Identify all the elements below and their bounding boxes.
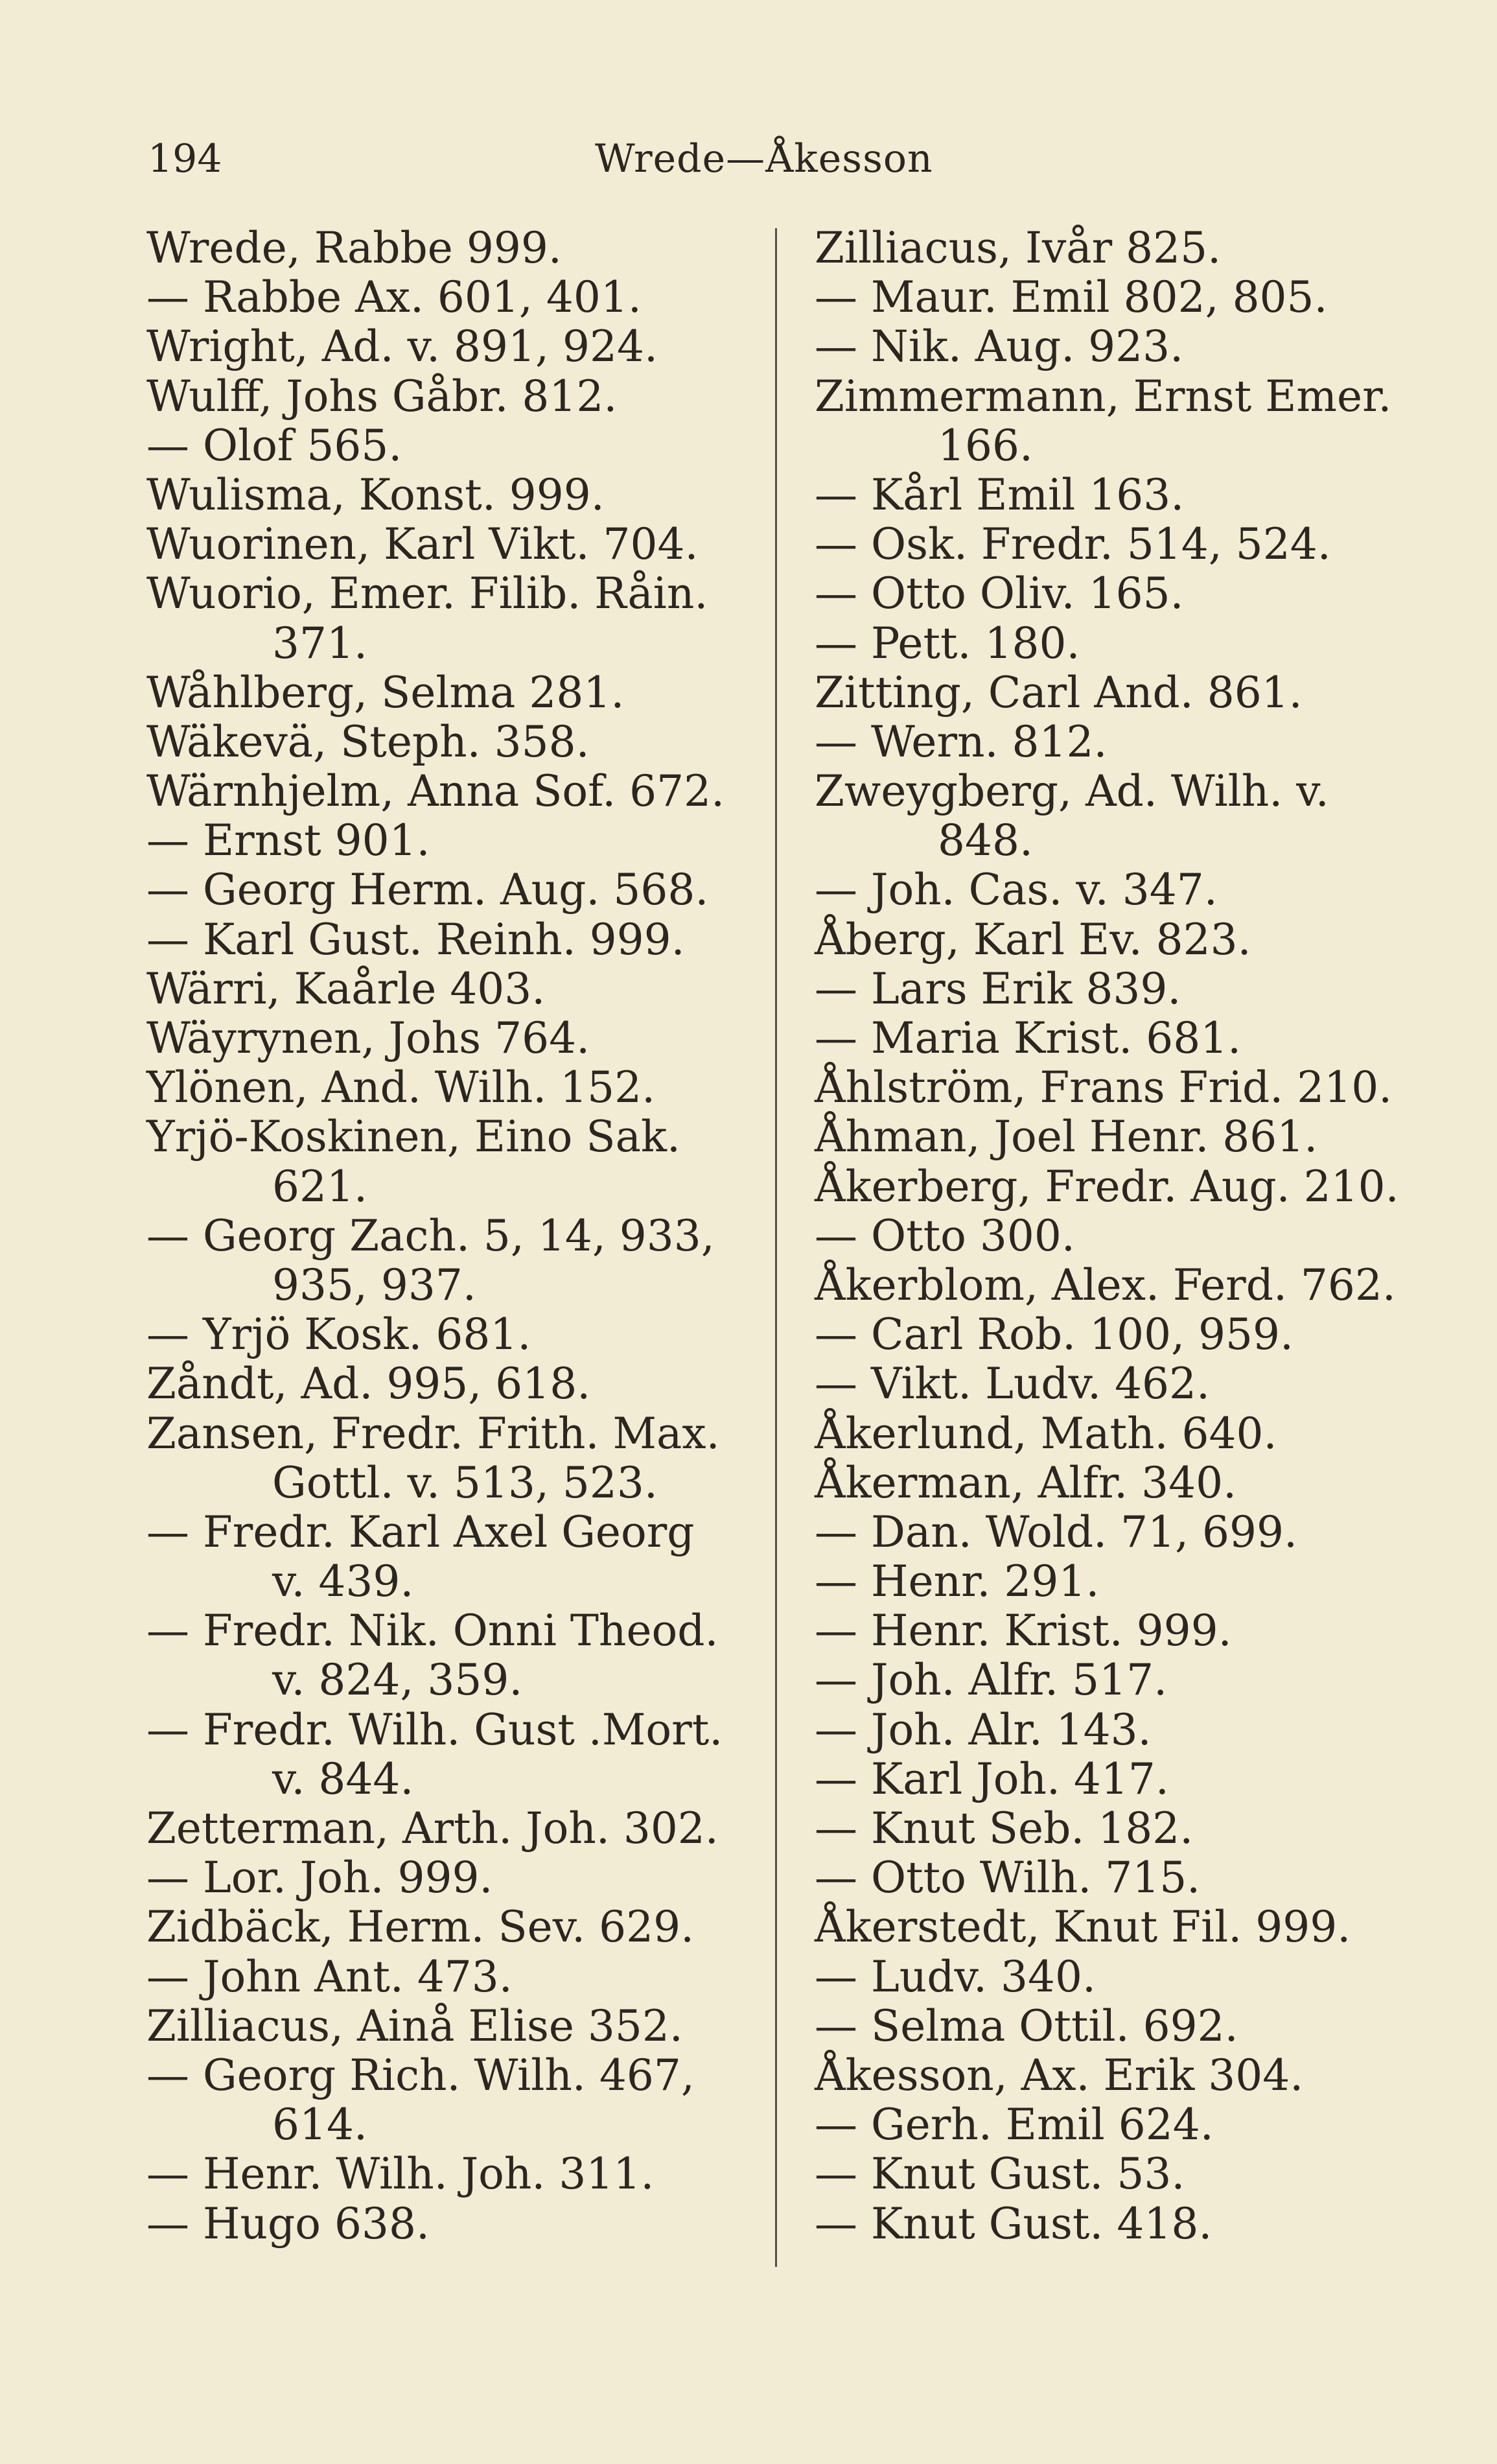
index-entry: — Joh. Cas. v. 347. — [815, 865, 1218, 915]
index-entry: Åberg, Karl Ev. 823. — [815, 914, 1251, 965]
index-entry: — Henr. Krist. 999. — [815, 1606, 1232, 1656]
index-entry: — Knut Gust. 418. — [815, 2198, 1213, 2249]
index-entry: — Lor. Joh. 999. — [146, 1853, 493, 1903]
index-entry: — Georg Rich. Wilh. 467, — [146, 2050, 695, 2100]
index-entry: — Henr. Wilh. Joh. 311. — [146, 2149, 655, 2200]
index-entry: Wärri, Kaårle 403. — [146, 963, 546, 1014]
index-entry: — Maria Krist. 681. — [815, 1013, 1242, 1063]
index-entry: — Vikt. Ludv. 462. — [815, 1359, 1211, 1409]
column-divider — [775, 228, 777, 2267]
index-entry: Zitting, Carl And. 861. — [815, 667, 1303, 718]
index-entry: Wäkevä, Steph. 358. — [146, 716, 590, 767]
index-entry: Wärnhjelm, Anna Sof. 672. — [146, 766, 725, 817]
index-entry: Wuorio, Emer. Filib. Råin. — [146, 569, 708, 619]
index-entry: — Pett. 180. — [815, 618, 1080, 668]
index-entry: — Hugo 638. — [146, 2198, 430, 2249]
index-entry: Åkerlund, Math. 640. — [815, 1408, 1277, 1459]
index-entry: — Ludv. 340. — [815, 1951, 1096, 2002]
index-entry: Zansen, Fredr. Frith. Max. — [146, 1408, 720, 1459]
index-entry: Zåndt, Ad. 995, 618. — [146, 1359, 591, 1409]
index-entry-continuation: Gottl. v. 513, 523. — [272, 1457, 658, 1508]
index-entry: Wulff, Johs Gåbr. 812. — [146, 371, 618, 421]
index-entry-continuation: 848. — [938, 815, 1033, 866]
index-entry: Wulisma, Konst. 999. — [146, 469, 605, 520]
index-entry: — Maur. Emil 802, 805. — [815, 272, 1328, 323]
index-entry: — Dan. Wold. 71, 699. — [815, 1507, 1298, 1557]
index-entry: — Fredr. Karl Axel Georg — [146, 1507, 695, 1557]
index-entry-continuation: 935, 937. — [272, 1260, 476, 1310]
index-entry-continuation: 614. — [272, 2100, 367, 2150]
index-entry: Zilliacus, Ainå Elise 352. — [146, 2001, 683, 2051]
index-entry: Åhlström, Frans Frid. 210. — [815, 1062, 1393, 1113]
index-entry: — Fredr. Nik. Onni Theod. — [146, 1606, 719, 1656]
index-entry: Ylönen, And. Wilh. 152. — [146, 1062, 656, 1113]
index-entry: — Olof 565. — [146, 420, 402, 471]
index-entry: — Georg Herm. Aug. 568. — [146, 865, 709, 915]
index-entry: — Wern. 812. — [815, 716, 1108, 767]
index-entry: Zweygberg, Ad. Wilh. v. — [815, 766, 1329, 817]
index-entry-continuation: v. 824, 359. — [272, 1655, 523, 1706]
index-entry: — Otto Oliv. 165. — [815, 569, 1184, 619]
index-entry: — Otto 300. — [815, 1210, 1075, 1261]
index-entry: — Rabbe Ax. 601, 401. — [146, 272, 642, 323]
index-entry: Zilliacus, Ivår 825. — [815, 223, 1222, 273]
page-number: 194 — [148, 136, 222, 182]
index-entry: — Nik. Aug. 923. — [815, 322, 1184, 372]
index-entry: — Otto Wilh. 715. — [815, 1853, 1201, 1903]
index-entry: Zimmermann, Ernst Emer. — [815, 371, 1392, 421]
index-entry-continuation: 166. — [938, 420, 1033, 471]
index-entry-continuation: 621. — [272, 1161, 367, 1212]
index-entry: Åkerstedt, Knut Fil. 999. — [815, 1902, 1351, 1953]
index-entry: — Osk. Fredr. 514, 524. — [815, 519, 1331, 570]
index-entry: Åkerman, Alfr. 340. — [815, 1457, 1237, 1508]
index-entry: Åkesson, Ax. Erik 304. — [815, 2050, 1304, 2100]
index-entry: — Knut Seb. 182. — [815, 1803, 1194, 1853]
index-entry: Åhman, Joel Henr. 861. — [815, 1112, 1318, 1162]
index-entry: — Yrjö Kosk. 681. — [146, 1309, 531, 1360]
index-entry: — Ernst 901. — [146, 815, 430, 866]
index-entry: — Lars Erik 839. — [815, 963, 1181, 1014]
index-entry-continuation: 371. — [272, 618, 367, 668]
index-entry: — Henr. 291. — [815, 1556, 1100, 1607]
index-entry: Zetterman, Arth. Joh. 302. — [146, 1803, 719, 1853]
index-entry: — Joh. Alr. 143. — [815, 1704, 1152, 1755]
index-entry: Yrjö-Koskinen, Eino Sak. — [146, 1112, 680, 1162]
index-entry: — Kårl Emil 163. — [815, 469, 1185, 520]
index-entry: — John Ant. 473. — [146, 1951, 513, 2002]
index-entry: Wäyrynen, Johs 764. — [146, 1013, 590, 1063]
index-entry: — Georg Zach. 5, 14, 933, — [146, 1210, 715, 1261]
index-entry-continuation: v. 844. — [272, 1754, 414, 1804]
index-entry: — Karl Joh. 417. — [815, 1754, 1169, 1804]
index-entry: — Karl Gust. Reinh. 999. — [146, 914, 685, 965]
index-entry: Wåhlberg, Selma 281. — [146, 667, 625, 718]
index-entry: — Carl Rob. 100, 959. — [815, 1309, 1294, 1360]
index-entry: Åkerblom, Alex. Ferd. 762. — [815, 1260, 1396, 1310]
index-entry: — Joh. Alfr. 517. — [815, 1655, 1168, 1706]
right-column — [815, 224, 1399, 2249]
index-entry: — Fredr. Wilh. Gust .Mort. — [146, 1704, 723, 1755]
index-entry: — Gerh. Emil 624. — [815, 2100, 1214, 2150]
page-header — [148, 130, 1133, 188]
index-entry: — Selma Ottil. 692. — [815, 2001, 1238, 2051]
index-entry-continuation: v. 439. — [272, 1556, 414, 1607]
left-column — [146, 224, 725, 2249]
index-entry: — Knut Gust. 53. — [815, 2149, 1185, 2200]
index-entry: Zidbäck, Herm. Sev. 629. — [146, 1902, 695, 1953]
index-entry: Wright, Ad. v. 891, 924. — [146, 322, 658, 372]
index-entry: Wrede, Rabbe 999. — [146, 223, 562, 273]
index-entry: Wuorinen, Karl Vikt. 704. — [146, 519, 699, 570]
running-title: Wrede—Åkesson — [595, 136, 933, 182]
index-entry: Åkerberg, Fredr. Aug. 210. — [815, 1161, 1399, 1212]
